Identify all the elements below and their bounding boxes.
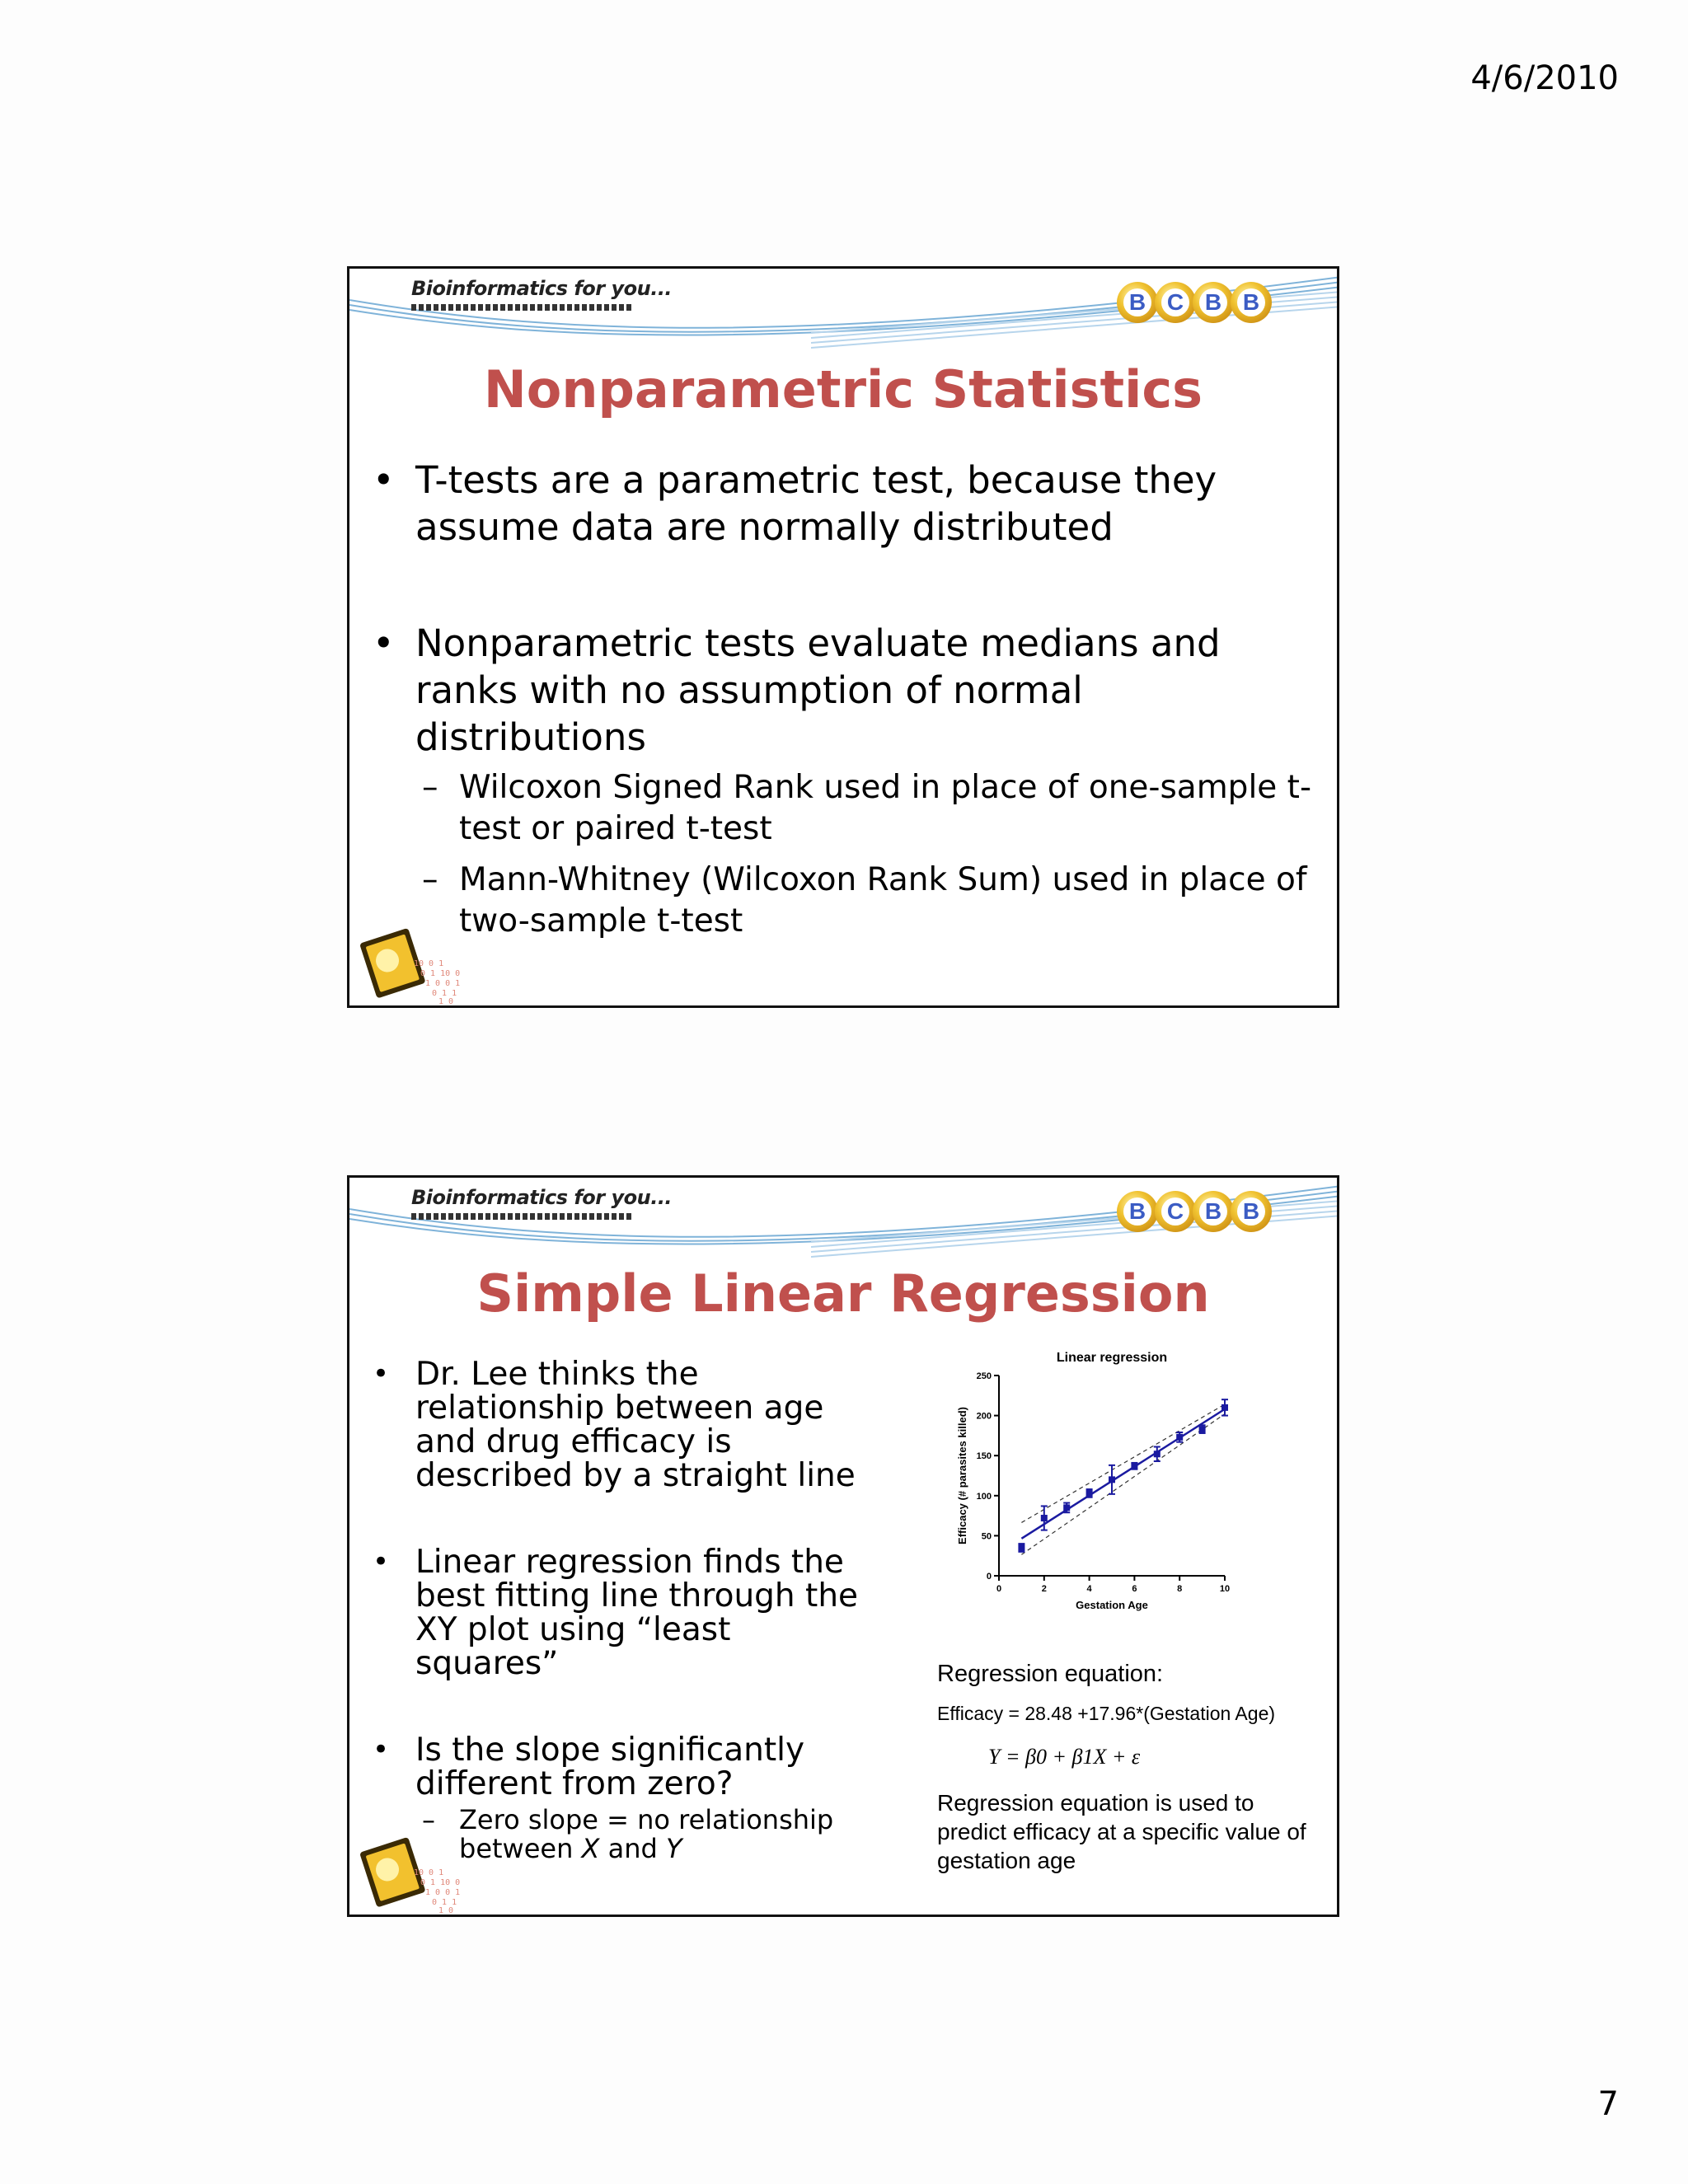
x-tick-label: 2 [1041, 1584, 1047, 1594]
data-point [1154, 1451, 1160, 1457]
y-tick-label: 100 [976, 1491, 992, 1502]
corner-decoration-graphic [356, 1824, 496, 1915]
bullet-item: • Is the slope significantly different from zero? [373, 1733, 859, 1801]
data-point [1086, 1490, 1093, 1497]
logo-letter: C [1161, 288, 1189, 316]
x-tick-label: 10 [1219, 1584, 1231, 1594]
x-tick-label: 0 [996, 1584, 1002, 1594]
data-point [1131, 1463, 1137, 1469]
bullet-item: • Nonparametric tests evaluate medians and ranks with no assumption of normal distributions [373, 620, 1312, 761]
data-point [1018, 1544, 1025, 1551]
svg-text:10 0 1: 10 0 1 [414, 959, 444, 968]
bullet-list [373, 1357, 859, 1863]
logo-letter: B [1123, 288, 1151, 316]
svg-text:10 0 1: 10 0 1 [414, 1868, 444, 1877]
bullet-list [373, 457, 1312, 942]
chart-title: Linear regression [1056, 1351, 1168, 1365]
slide-nonparametric-statistics [347, 266, 1339, 1008]
data-point [1221, 1404, 1228, 1411]
corner-decoration-graphic [356, 915, 496, 1005]
logo-letter: B [1237, 288, 1265, 316]
regression-equation: Efficacy = 28.48 +17.96*(Gestation Age) [937, 1703, 1276, 1724]
data-point [1063, 1504, 1070, 1511]
x-tick-label: 4 [1086, 1584, 1092, 1594]
bullet-item: • T-tests are a parametric test, because they assume data are normally distributed [373, 457, 1312, 551]
svg-text:0 1 10 0: 0 1 10 0 [420, 1878, 461, 1887]
svg-text:1 0 0 1: 1 0 0 1 [425, 1888, 461, 1897]
confidence-band-upper [1021, 1404, 1225, 1523]
slide-banner [349, 1178, 1337, 1260]
logo-letter: B [1199, 1197, 1227, 1226]
confidence-band-lower [1021, 1414, 1225, 1555]
logo-letter: B [1123, 1197, 1151, 1226]
page-date: 4/6/2010 [1470, 59, 1619, 97]
data-point [1041, 1515, 1048, 1521]
data-point [1109, 1476, 1115, 1483]
banner-subtitle-rule [411, 304, 634, 311]
logo-letter: B [1237, 1197, 1265, 1226]
data-point [1176, 1434, 1183, 1441]
logo-letter: B [1199, 288, 1227, 316]
regression-label: Regression equation: [937, 1661, 1164, 1687]
slide-simple-linear-regression [347, 1175, 1339, 1917]
x-axis-label: Gestation Age [1076, 1599, 1148, 1611]
bcbb-logo [1120, 282, 1272, 323]
svg-text:0 1 10 0: 0 1 10 0 [420, 969, 461, 978]
svg-text:0 1 1: 0 1 1 [432, 989, 457, 998]
page-number: 7 [1597, 2085, 1619, 2123]
model-equation: Y = β0 + β1X + ε [988, 1745, 1141, 1769]
bullet-item: • Dr. Lee thinks the relationship between age and drug efficacy is described by a straight line [373, 1357, 859, 1493]
svg-text:1 0 0 1: 1 0 0 1 [425, 979, 461, 988]
bullet-item: • Linear regression finds the best fitting line through the XY plot using “least squares” [373, 1545, 859, 1680]
sub-bullet-item: – Wilcoxon Signed Rank used in place of one-sample t-test or paired t-test [422, 769, 1312, 847]
y-axis-label: Efficacy (# parasites killed) [956, 1407, 968, 1544]
banner-subtitle-rule [411, 1213, 634, 1220]
logo-letter: C [1161, 1197, 1189, 1226]
banner-title: Bioinformatics for you... [411, 277, 673, 300]
svg-text:0 1 1: 0 1 1 [432, 1898, 457, 1907]
y-tick-label: 50 [981, 1531, 992, 1542]
bcbb-logo [1120, 1191, 1272, 1232]
y-tick-label: 150 [976, 1451, 992, 1462]
svg-text:1 0: 1 0 [438, 1906, 454, 1915]
slide-title: Nonparametric Statistics [483, 359, 1203, 419]
y-tick-label: 200 [976, 1411, 992, 1422]
regression-note: Regression equation is used to predict efficacy at a specific value of gestation age [937, 1790, 1306, 1873]
sub-bullet-item: – Mann-Whitney (Wilcoxon Rank Sum) used in place of two-sample t-test [422, 861, 1307, 940]
y-tick-label: 250 [976, 1371, 992, 1381]
slide-banner [349, 269, 1337, 351]
sub-bullet-item: – Zero slope = no relationship between X and Y [422, 1804, 834, 1864]
data-point [1199, 1426, 1206, 1432]
banner-title: Bioinformatics for you... [411, 1186, 673, 1209]
x-tick-label: 8 [1177, 1584, 1183, 1594]
regression-line [1021, 1409, 1225, 1539]
slide-title: Simple Linear Regression [476, 1263, 1210, 1324]
svg-text:1 0: 1 0 [438, 997, 454, 1005]
x-tick-label: 6 [1132, 1584, 1137, 1594]
linear-regression-chart [943, 1347, 1256, 1619]
y-tick-label: 0 [986, 1572, 992, 1582]
